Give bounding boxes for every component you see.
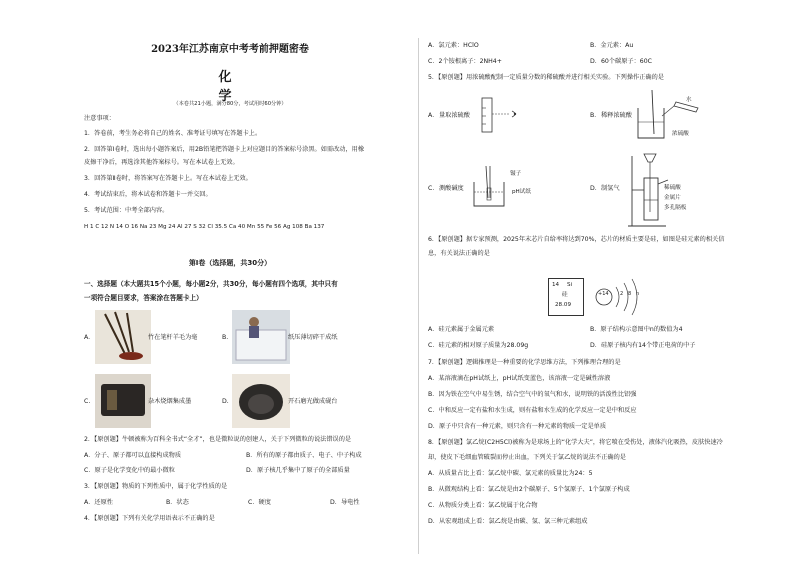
q6-option: B．原子结构示意图中n的数值为4 — [590, 326, 683, 333]
exam-meta: （本卷共21小题，满分80分，考试用时60分钟） — [173, 101, 287, 107]
q1-option-text: 竹在笔杆羊毛为毫 — [148, 334, 198, 341]
column-divider — [418, 38, 419, 554]
notice-line: 5．考试范围：中考全部内容。 — [84, 207, 169, 214]
q8-option: D．从宏观组成上看：氯乙烷是由碳、氢、氯三种元素组成 — [428, 518, 588, 525]
nucleus-charge: +14 — [598, 291, 609, 297]
question-7: 7．【原创题】逻辑推理是一种重要的化学思维方法，下列推理合理的是 — [428, 359, 621, 366]
question-8-line2: 却，使皮下毛细血管破裂而停止出血，下列关于氯乙烷的说法不正确的是 — [428, 454, 626, 461]
brush-photo — [95, 310, 151, 364]
question-5: 5．【原创题】用浓硫酸配制一定质量分数的稀硫酸并进行相关实验。下列操作正确的是 — [428, 74, 664, 81]
label-ph-paper: pH试纸 — [512, 189, 531, 195]
q1-option-letter: A. — [84, 334, 91, 341]
q6-option: D．硅原子核内有14个带正电荷的中子 — [590, 342, 696, 349]
element-name: 硅 — [562, 292, 568, 298]
element-symbol: Si — [567, 282, 573, 288]
inkstone-icon — [232, 374, 290, 428]
q5-option-text: 稀释浓硫酸 — [601, 112, 632, 119]
q2-option: C．原子是化学变化中的最小微粒 — [84, 467, 175, 474]
notice-line: 1．答卷前，考生务必将自己的姓名、准考证号填写在答题卡上。 — [84, 130, 262, 137]
atomic-number: 14 — [552, 282, 560, 288]
label-conc-acid: 浓硫酸 — [672, 131, 689, 137]
q6-option: C．硅元素的相对原子质量为28.09g — [428, 342, 529, 349]
q1-option-text: 纸压薄切碎干成纸 — [288, 334, 338, 341]
q5-option-text: 制氢气 — [601, 185, 620, 192]
q3-option: C．硬度 — [248, 499, 271, 506]
inkstone-photo — [232, 374, 290, 428]
measuring-cylinder-figure — [476, 96, 536, 134]
label-porous-plate: 多孔隔板 — [664, 205, 687, 211]
brush-icon — [95, 310, 151, 364]
notice-line: 皮擦干净后，再选涂其他答案标号。写在本试卷上无效。 — [84, 159, 239, 166]
question-4: 4．【原创题】下列有关化学用语表示不正确的是 — [84, 515, 215, 522]
q5-option-letter: D． — [590, 185, 601, 192]
question-2: 2．【原创题】牛顿被称为百科全书式“全才”，也是微粒说的创建人，关于下列微粒的说法错误的是 — [84, 436, 352, 443]
beaker-dilution-figure — [632, 88, 704, 142]
q3-option: B．状态 — [166, 499, 189, 506]
q7-option: A．某溶液滴在pH试纸上，pH试纸变蓝色，该溶液一定是碱性溶液 — [428, 375, 611, 382]
q7-option: D．原子中只含有一种元素，则只含有一种元素的物质一定是单质 — [428, 423, 607, 430]
q1-option-letter: D. — [222, 398, 229, 405]
notice-line: 3．回答第Ⅱ卷时，将答案写在答题卡上。写在本试卷上无效。 — [84, 175, 252, 182]
q8-option: C．从物质分类上看：氯乙烷属于化合物 — [428, 502, 538, 509]
label-dilute-acid: 稀硫酸 — [664, 185, 681, 191]
question-6-line1: 6．【原创题】据专家预测，2025年末芯片自给率将达到70%，芯片的材质主要是硅，如图是硅元素的相关信 — [428, 236, 725, 243]
section-title: 第Ⅰ卷（选择题，共30分） — [188, 259, 272, 267]
q1-option-letter: B. — [222, 334, 229, 341]
q1-option-text: 杂木烧烟集成墨 — [148, 398, 192, 405]
shell-electrons: 2 — [620, 291, 624, 297]
paper-photo — [232, 310, 290, 364]
q2-option: A．分子、原子都可以直接构成物质 — [84, 452, 182, 459]
q5-option-letter: B． — [590, 112, 601, 119]
q4-option: C．2个铵根离子：2NH4+ — [428, 58, 502, 65]
shell-electrons: 8 — [628, 291, 632, 297]
paper-making-icon — [232, 310, 290, 364]
question-8-line1: 8．【原创题】氯乙烷(C2H5Cl)被称为是球场上的“化学大夫”，将它喷在受伤处，液体汽化吸热，皮肤快速冷 — [428, 439, 723, 446]
q4-option: D．60个碳原子：60C — [590, 58, 652, 65]
notice-line: 4．考试结束后，将本试卷和答题卡一并交回。 — [84, 191, 212, 198]
q7-option: B．因为铁在空气中易生锈，结合空气中的氧气和水，说明铁的活泼性比铝强 — [428, 391, 637, 398]
q8-option: B．从微观结构上看：氯乙烷是由2个碳原子、5个氢原子、1个氯原子构成 — [428, 486, 630, 493]
q3-option: D．导电性 — [330, 499, 360, 506]
label-metal: 金属片 — [664, 195, 681, 201]
ink-stick-photo — [95, 374, 151, 428]
exam-title: 2023年江苏南京中考考前押题密卷 — [151, 44, 309, 55]
question-6-line2: 息，有关说法正确的是 — [428, 250, 490, 257]
q6-option: A．硅元素属于金属元素 — [428, 326, 495, 333]
shell-electrons: n — [636, 291, 640, 297]
q4-option: A．氯元素：HClO — [428, 42, 479, 49]
atomic-masses: H 1 C 12 N 14 O 16 Na 23 Mg 24 Al 27 S 32 Cl 35.5 Ca 40 Mn 55 Fe 56 Ag 108 Ba 137 — [84, 224, 325, 230]
q7-option: C．中和反应一定有盐和水生成，则有盐和水生成的化学反应一定是中和反应 — [428, 407, 637, 414]
q8-option: A．从质量占比上看：氯乙烷中碳、氯元素的质量比为24：5 — [428, 470, 593, 477]
ink-stick-icon — [95, 374, 151, 428]
label-tweezers: 镊子 — [510, 171, 522, 177]
question-3: 3．【原创题】物质的下列性质中，属于化学性质的是 — [84, 483, 228, 490]
q5-option-letter: A． — [428, 112, 439, 119]
notice-line: 2．回答第Ⅰ卷时，选出每小题答案后，用2B铅笔把答题卡上对应题目的答案标号涂黑。如需改动，用橡 — [84, 146, 365, 153]
q5-option-text: 量取浓硫酸 — [439, 112, 470, 119]
q2-option: B．所有的原子都由质子、电子、中子构成 — [246, 452, 362, 459]
silicon-element-cell — [548, 278, 584, 316]
q1-option-letter: C. — [84, 398, 91, 405]
subject-title: 化 学 — [218, 70, 242, 104]
q5-option-letter: C． — [428, 185, 439, 192]
atomic-mass: 28.09 — [555, 302, 572, 308]
part-heading-line2: 一项符合题目要求，答案涂在答题卡上） — [84, 294, 203, 302]
q2-option: D．原子核几乎集中了原子的全部质量 — [246, 467, 350, 474]
part-heading-line1: 一、选择题（本大题共15个小题，每小题2分，共30分，每小题有四个选项，其中只有 — [84, 280, 338, 288]
q4-option: B．金元素：Au — [590, 42, 634, 49]
notice-heading: 注意事项： — [84, 115, 115, 122]
label-water: 水 — [686, 97, 692, 103]
q1-option-text: 开石磨光做成砚台 — [288, 398, 338, 405]
q5-option-text: 测酸碱度 — [439, 185, 464, 192]
q3-option: A．还原性 — [84, 499, 113, 506]
